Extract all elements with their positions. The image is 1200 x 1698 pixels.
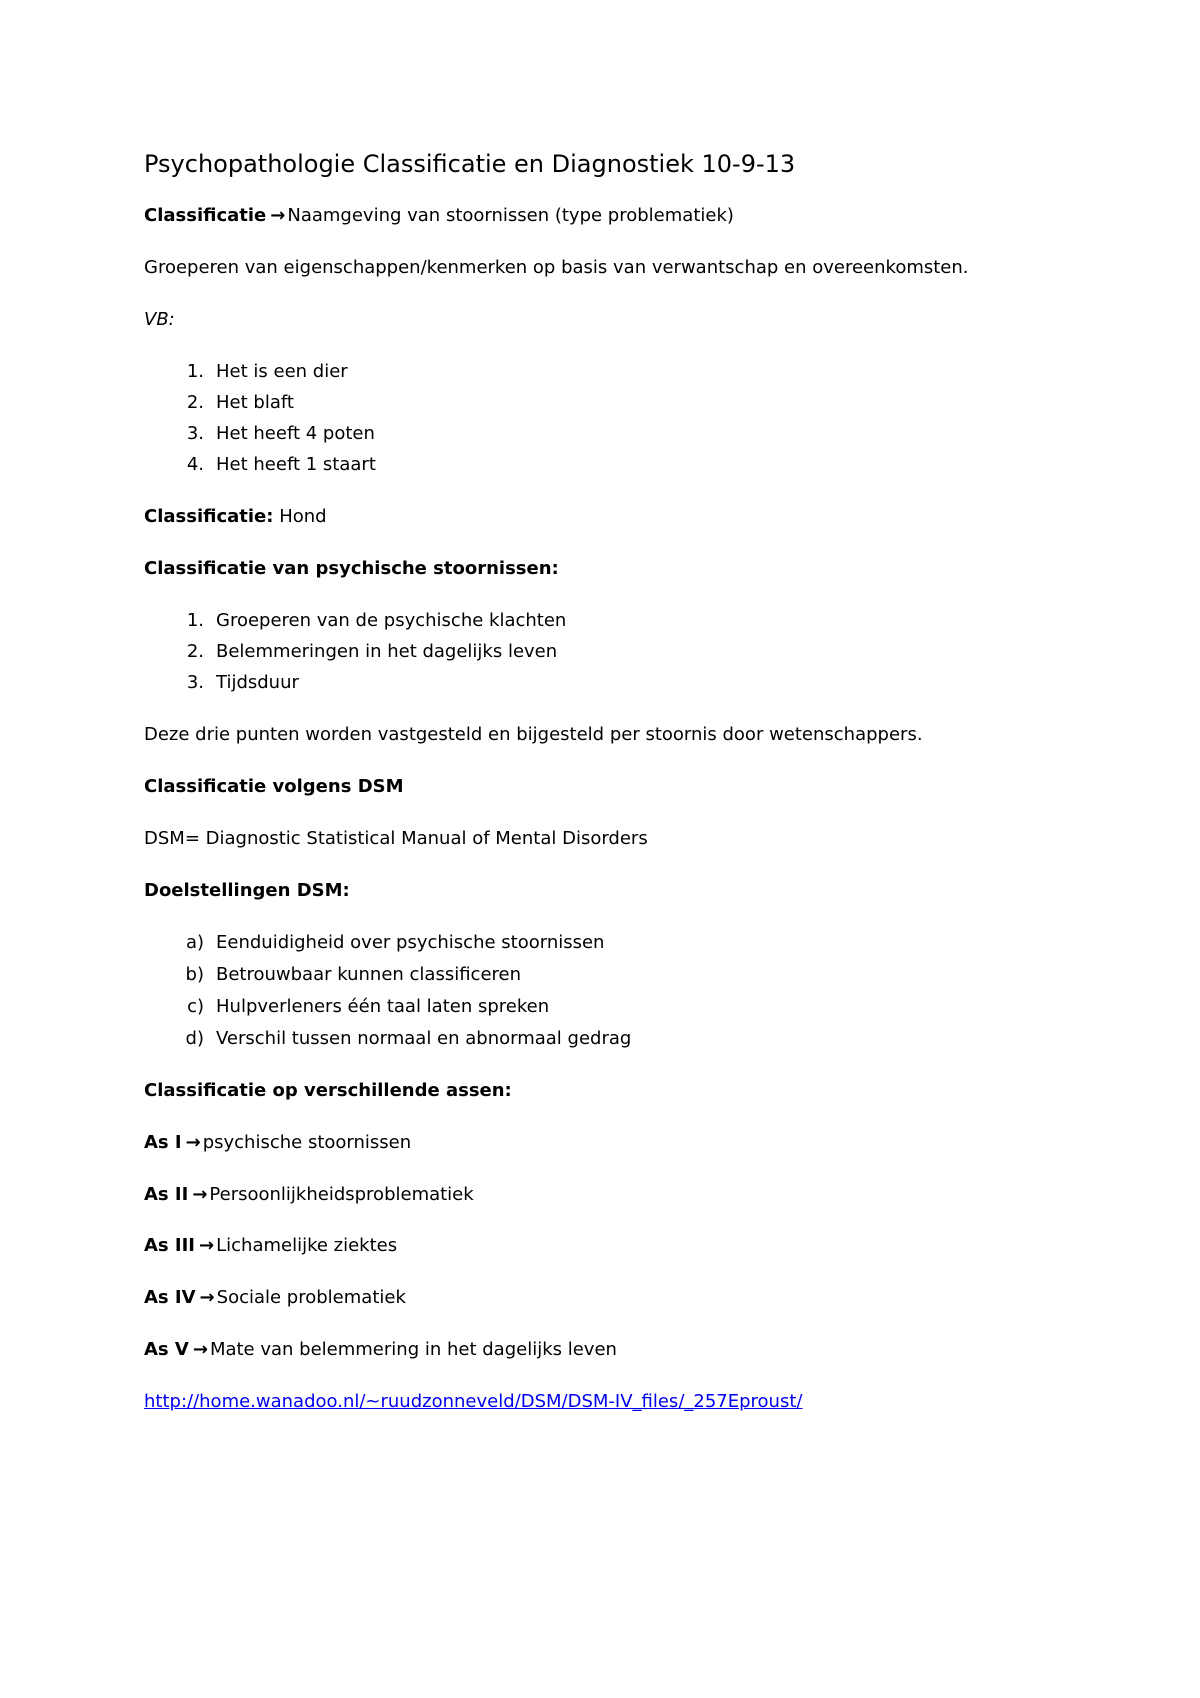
list-item [186,391,294,415]
list-item-text: Het is een dier [216,361,348,382]
as-line [144,1338,617,1362]
as-label: As II [144,1184,189,1205]
list-item-text: Betrouwbaar kunnen classificeren [216,964,522,985]
list-item-text: Eenduidigheid over psychische stoornissen [216,932,605,953]
psychische-heading [144,557,559,581]
arrow-right-icon: → [192,1339,208,1360]
as-line [144,1131,411,1155]
list-item [186,640,558,664]
arrow-right-icon: → [199,1235,215,1256]
dsm-heading [144,775,404,799]
list-item-text: Het heeft 1 staart [216,454,376,475]
link-line [144,1390,802,1414]
list-item-text: Belemmeringen in het dagelijks leven [216,641,558,662]
classificatie-text: Naamgeving van stoornissen (type problematiek) [287,205,734,226]
list-item-text: Het blaft [216,392,294,413]
classificatie-hond-label: Classificatie: [144,506,274,527]
list-marker: 3. [186,672,204,693]
list-item [186,671,299,695]
as-text: psychische stoornissen [202,1132,412,1153]
page-title: Psychopathologie Classificatie en Diagnostiek 10-9-13 [144,150,796,178]
as-line [144,1286,406,1310]
as-label: As I [144,1132,182,1153]
vb-label: VB: [144,309,175,330]
list-item [185,931,605,955]
classificatie-hond-text: Hond [279,506,327,527]
list-marker: 2. [186,392,204,413]
classificatie-definition [144,204,734,228]
classificatie-label: Classificatie [144,205,267,226]
as-label: As III [144,1235,196,1256]
dsm-definition: DSM= Diagnostic Statistical Manual of Mental Disorders [144,828,648,849]
list-marker: d) [185,1028,204,1049]
dsm-link[interactable]: http://home.wanadoo.nl/~ruudzonneveld/DSM/DSM-IV_files/_257Eproust/ [144,1391,803,1412]
deze-drie-paragraph: Deze drie punten worden vastgesteld en bijgesteld per stoornis door wetenschappers. [144,724,923,745]
list-item [186,360,348,384]
list-item [186,609,567,633]
as-text: Persoonlijkheidsproblematiek [209,1184,474,1205]
arrow-right-icon: → [270,205,286,226]
list-item-text: Tijdsduur [216,672,299,693]
arrow-right-icon: → [192,1184,208,1205]
list-marker: 3. [186,423,204,444]
dsm-heading-text: Classificatie volgens DSM [144,776,404,797]
assen-heading-text: Classificatie op verschillende assen: [144,1080,512,1101]
as-label: As V [144,1339,189,1360]
assen-heading [144,1079,512,1103]
list-marker: 1. [186,361,204,382]
list-item-text: Het heeft 4 poten [216,423,375,444]
as-label: As IV [144,1287,196,1308]
doelstellingen-heading-text: Doelstellingen DSM: [144,880,350,901]
classificatie-hond [144,505,327,529]
list-marker: a) [185,932,204,953]
as-line [144,1183,474,1207]
list-marker: 2. [186,641,204,662]
list-item [185,963,522,987]
list-item [185,1027,632,1051]
list-marker: c) [187,996,204,1017]
list-marker: 4. [186,454,204,475]
arrow-right-icon: → [185,1132,201,1153]
list-item [186,422,375,446]
groeperen-paragraph: Groeperen van eigenschappen/kenmerken op basis van verwantschap en overeenkomsten. [144,257,969,278]
list-item-text: Hulpverleners één taal laten spreken [216,996,550,1017]
list-item [186,453,376,477]
list-item [187,995,550,1019]
list-marker: b) [185,964,204,985]
as-text: Mate van belemmering in het dagelijks leven [209,1339,617,1360]
as-text: Sociale problematiek [216,1287,406,1308]
psychische-heading-text: Classificatie van psychische stoornissen: [144,558,559,579]
as-line [144,1234,397,1258]
list-item-text: Groeperen van de psychische klachten [216,610,567,631]
doelstellingen-heading [144,879,350,903]
list-item-text: Verschil tussen normaal en abnormaal gedrag [216,1028,632,1049]
as-text: Lichamelijke ziektes [216,1235,398,1256]
list-marker: 1. [186,610,204,631]
arrow-right-icon: → [199,1287,215,1308]
